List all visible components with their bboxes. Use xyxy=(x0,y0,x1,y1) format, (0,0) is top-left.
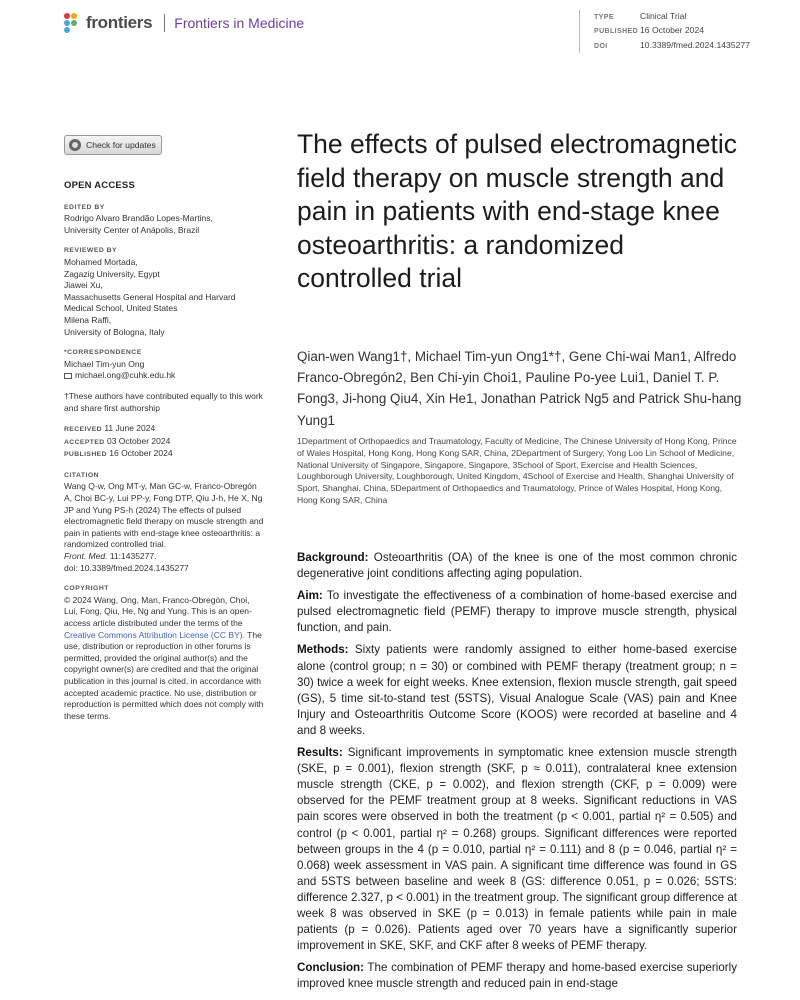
methods-label: Methods: xyxy=(297,643,349,657)
reviewer-name: Milena Raffi, xyxy=(64,314,112,325)
frontiers-logo[interactable] xyxy=(64,10,304,36)
aim-text: To investigate the effectiveness of a combination of home-based exercise and pulsed electromagnetic field (PEMF) therapy to improve muscle strength, physical function, and pain. xyxy=(297,589,737,635)
correspondence-heading: *CORRESPONDENCE xyxy=(64,349,142,357)
equal-contribution-note xyxy=(64,391,264,414)
journal-name[interactable]: Frontiers in Medicine xyxy=(174,15,305,31)
reviewer-affiliation: Medical School, United States xyxy=(64,303,178,314)
meta-doi-row xyxy=(594,39,750,53)
sidebar xyxy=(64,180,264,722)
meta-type-row xyxy=(594,10,750,24)
abstract-conclusion xyxy=(297,960,737,992)
citation-journal: Front. Med. xyxy=(64,551,108,562)
citation-heading: CITATION xyxy=(64,471,100,479)
accepted-label: ACCEPTED xyxy=(64,438,105,446)
citation-doi[interactable]: doi: 10.3389/fmed.2024.1435277 xyxy=(64,562,189,573)
reviewer-affiliation: Massachusetts General Hospital and Harvard xyxy=(64,291,236,302)
reviewed-by-heading: REVIEWED BY xyxy=(64,247,118,255)
published-date: 16 October 2024 xyxy=(109,448,173,459)
received-row xyxy=(64,423,264,436)
background-label: Background: xyxy=(297,551,369,564)
reviewer-name: Mohamed Mortada, xyxy=(64,256,138,267)
results-label: Results: xyxy=(297,746,343,760)
email-row xyxy=(64,370,264,382)
affiliations: 1Department of Orthopaedics and Traumatology, Faculty of Medicine, The Chinese University of Hong Kong, Prince of Wales Hospital, Hong Kong, Hong Kong SAR, China, 2Department of Surgery, Yong Loo Lin School of Medicine, National University of Singapore, Singapore, Singapore, 3School of Sport, Exercise and Health Sciences, Loughborough University, Loughborough, United Kingdom, 4School of Exercise and Health, Shanghai University of Sport, Shanghai, China, 5Department of Orthopaedics and Traumatology, Prince of Wales Hospital, Hong Kong, Hong Kong SAR, China xyxy=(297,436,737,505)
edited-by-heading: EDITED BY xyxy=(64,203,105,211)
received-date: 11 June 2024 xyxy=(104,423,156,434)
abstract-results xyxy=(297,745,737,954)
meta-type-key: TYPE xyxy=(594,14,614,21)
article-meta xyxy=(579,10,750,53)
meta-doi-value[interactable]: 10.3389/fmed.2024.1435277 xyxy=(640,39,750,50)
reviewer-affiliation: Zagazig University, Egypt xyxy=(64,268,160,279)
correspondence-info xyxy=(64,359,264,382)
citation-source xyxy=(64,551,264,563)
conclusion-label: Conclusion: xyxy=(297,961,364,975)
copyright-text xyxy=(64,595,264,723)
abstract-methods xyxy=(297,642,737,739)
equal-contribution-text: †These authors have contributed equally to this work and share first authorship xyxy=(64,390,263,413)
article-title: The effects of pulsed electromagnetic field therapy on muscle strength and pain in patients with end-stage knee osteoarthritis: a randomized controlled trial xyxy=(297,129,737,293)
email-link[interactable]: michael.ong@cuhk.edu.hk xyxy=(75,370,176,381)
meta-type-value: Clinical Trial xyxy=(640,11,687,21)
copyright-pre: © 2024 Wang, Ong, Man, Franco-Obregón, Choi, Lui, Fong, Qiu, He, Ng and Yung. This is an open-access article distributed under the terms of the xyxy=(64,594,252,628)
frontiers-logo-icon xyxy=(64,13,82,33)
check-for-updates-button[interactable] xyxy=(64,135,162,155)
citation-volume: 11:1435277. xyxy=(107,551,157,562)
corresponding-author: Michael Tim-yun Ong xyxy=(64,358,145,369)
author-list: Qian-wen Wang1†, Michael Tim-yun Ong1*†, Gene Chi-wai Man1, Alfredo Franco-Obregón2, Ben Chi-yin Choi1, Pauline Po-yee Lui1, Daniel T. P. Fong3, Ji-hong Qiu4, Xin He1, Jonathan Patrick Ng5 and Patrick Shu-hang Yung1 xyxy=(297,349,742,428)
methods-text: Sixty patients were randomly assigned to either home-based exercise alone (control group; n = 30) or combined with PEMF therapy (treatment group; n = 30) twice a week for eight weeks. Knee extension, flexion muscle strength, gait speed (GS), 5 time sit-to-stand test (5STS), Visual Analogue Scale (VAS) pain and Knee Injury and Osteoarthritis Outcome Score (KOOS) were recorded at baseline and 4 and 8 weeks. xyxy=(297,643,737,737)
editor-info xyxy=(64,213,264,236)
accepted-row xyxy=(64,436,264,449)
published-label: PUBLISHED xyxy=(64,451,107,459)
open-access-label: OPEN ACCESS xyxy=(64,180,136,191)
meta-published-key: PUBLISHED xyxy=(594,28,639,36)
conclusion-text: The combination of PEMF therapy and home-based exercise superiorly improved knee muscle strength and reduced pain in end-stage xyxy=(297,961,737,991)
mail-icon xyxy=(64,373,72,379)
accepted-date: 03 October 2024 xyxy=(106,435,171,446)
meta-published-row xyxy=(594,24,750,38)
reviewer-affiliation: University of Bologna, Italy xyxy=(64,326,165,337)
background-text: Osteoarthritis (OA) of the knee is one of the most common chronic degenerative joint conditions affecting aging population. xyxy=(297,551,737,581)
copyright-post: The use, distribution or reproduction in other forums is permitted, provided the original author(s) and the copyright owner(s) are credited and that the original publication in this journal is cited, in accordance with accepted academic practice. No use, distribution or reproduction is permitted which does not comply with these terms. xyxy=(64,629,264,721)
abstract-background xyxy=(297,550,737,582)
reviewer-name: Jiawei Xu, xyxy=(64,280,103,291)
check-for-updates-label: Check for updates xyxy=(86,140,156,150)
editor-name: Rodrigo Alvaro Brandão Lopes-Martins, xyxy=(64,213,213,224)
citation-info xyxy=(64,481,264,574)
aim-label: Aim: xyxy=(297,589,323,603)
published-row xyxy=(64,448,264,461)
reviewers-info xyxy=(64,257,264,338)
received-label: RECEIVED xyxy=(64,426,102,434)
copyright-heading: COPYRIGHT xyxy=(64,585,109,593)
abstract xyxy=(297,550,737,998)
update-check-icon xyxy=(69,139,81,151)
copyright-info xyxy=(64,595,264,723)
license-link[interactable]: Creative Commons Attribution License (CC BY). xyxy=(64,629,245,640)
article-dates xyxy=(64,423,264,461)
meta-published-value: 16 October 2024 xyxy=(640,25,705,36)
meta-doi-key: DOI xyxy=(594,42,608,50)
citation-text: Wang Q-w, Ong MT-y, Man GC-w, Franco-Obregón A, Choi BC-y, Lui PP-y, Fong DTP, Qiu J-h, He X, Ng JP and Yung PS-h (2024) The effects of pulsed electromagnetic field therapy on muscle strength and pain in patients with end-stage knee osteoarthritis: a randomized controlled trial. xyxy=(64,481,264,550)
editor-affiliation: University Center of Anápolis, Brazil xyxy=(64,224,200,235)
abstract-aim xyxy=(297,588,737,636)
logo-divider xyxy=(164,14,165,32)
results-text: Significant improvements in symptomatic knee extension muscle strength (SKE, p = 0.001), flexion strength (SKF, p ≈ 0.011), contralateral knee extension muscle strength (CKE, p = 0.002), and flexion strength (CKF, p = 0.009) were observed for the PEMF treatment group at 8 weeks. Significant reductions in VAS pain scores were observed in both the treatment (p < 0.001, partial η² = 0.505) and control (p < 0.001, partial η² = 0.268) groups. Significant differences were reported between groups in the 4 (p = 0.010, partial η² = 0.111) and 8 (p = 0.046, partial η² = 0.068) week assessment in VAS pain. A significant time difference was found in GS and 5STS between baseline and week 8 (GS: difference 0.051, p = 0.026; 5STS: difference 2.327, p < 0.001) in the treatment group. The significant group difference at week 8 was observed in SKE (p = 0.013) in female patients while pain in male patients (p = 0.026). Patients aged over 70 years have a significantly superior improvement in SKE, SKF, and CKF after 8 weeks of PEMF therapy. xyxy=(297,746,737,953)
brand-name: frontiers xyxy=(86,13,153,32)
